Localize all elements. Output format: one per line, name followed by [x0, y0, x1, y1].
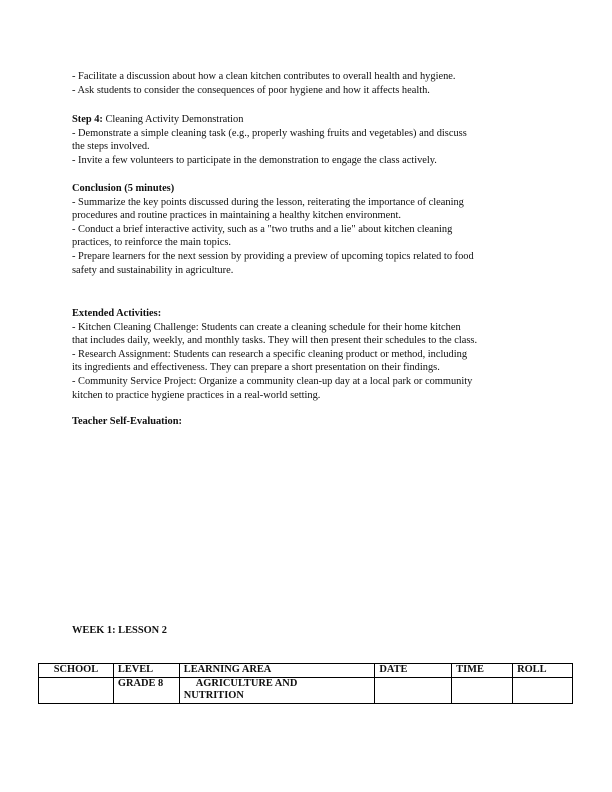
extended-activities-section [72, 307, 542, 402]
step4-label: Step 4: [72, 114, 103, 125]
cell-school [39, 677, 114, 703]
step4-title: Cleaning Activity Demonstration [102, 114, 244, 125]
text-line: that includes daily, weekly, and monthly tasks. They will then present their schedules to the class. [72, 335, 478, 347]
text-line: - Invite a few volunteers to participate in the demonstration to engage the class actively. [72, 154, 437, 166]
text-line: - Prepare learners for the next session by providing a preview of upcoming topics related to food [72, 250, 474, 262]
text-line: its ingredients and effectiveness. They can prepare a short presentation on their findings. [72, 362, 440, 374]
cell-learning-area [179, 677, 375, 703]
teacher-self-evaluation-heading: Teacher Self-Evaluation: [72, 416, 182, 427]
text-line: - Community Service Project: Organize a community clean-up day at a local park or community [72, 375, 473, 387]
cell-roll [513, 677, 573, 703]
cell-date [375, 677, 452, 703]
header-learning-area: LEARNING AREA [179, 664, 375, 678]
discussion-section [72, 70, 542, 97]
text-line: kitchen to practice hygiene practices in a real-world setting. [72, 389, 321, 401]
text-line: procedures and routine practices in maintaining a healthy kitchen environment. [72, 210, 401, 222]
conclusion-section [72, 182, 542, 277]
table-row [39, 677, 573, 703]
header-roll: ROLL [513, 664, 573, 678]
text-line: the steps involved. [72, 141, 150, 153]
step4-section [72, 113, 542, 167]
text-line: - Summarize the key points discussed during the lesson, reiterating the importance of cleaning [72, 196, 464, 208]
learning-area-line1: AGRICULTURE AND [195, 677, 298, 689]
text-line: practices, to reinforce the main topics. [72, 237, 231, 249]
learning-area-line2: NUTRITION [183, 690, 244, 701]
header-level: LEVEL [113, 664, 179, 678]
header-time: TIME [452, 664, 513, 678]
header-date: DATE [375, 664, 452, 678]
text-line: safety and sustainability in agriculture. [72, 264, 234, 276]
cell-level: GRADE 8 [113, 677, 179, 703]
table-header-row [39, 664, 573, 678]
text-line: - Kitchen Cleaning Challenge: Students can create a cleaning schedule for their home kitchen [72, 321, 461, 333]
header-school: SCHOOL [39, 664, 114, 678]
step4-heading [72, 113, 542, 127]
conclusion-heading: Conclusion (5 minutes) [72, 183, 175, 194]
text-line: - Demonstrate a simple cleaning task (e.g., properly washing fruits and vegetables) and discuss [72, 127, 467, 139]
extended-heading: Extended Activities: [72, 308, 162, 319]
text-line: - Research Assignment: Students can research a specific cleaning product or method, including [72, 348, 468, 360]
text-line: - Ask students to consider the consequences of poor hygiene and how it affects health. [72, 84, 430, 96]
text-line: - Facilitate a discussion about how a clean kitchen contributes to overall health and hygiene. [72, 71, 456, 82]
lesson-info-table [38, 663, 573, 704]
cell-time [452, 677, 513, 703]
text-line: - Conduct a brief interactive activity, such as a "two truths and a lie" about kitchen cleaning [72, 223, 453, 235]
lesson-heading: WEEK 1: LESSON 2 [72, 625, 167, 636]
